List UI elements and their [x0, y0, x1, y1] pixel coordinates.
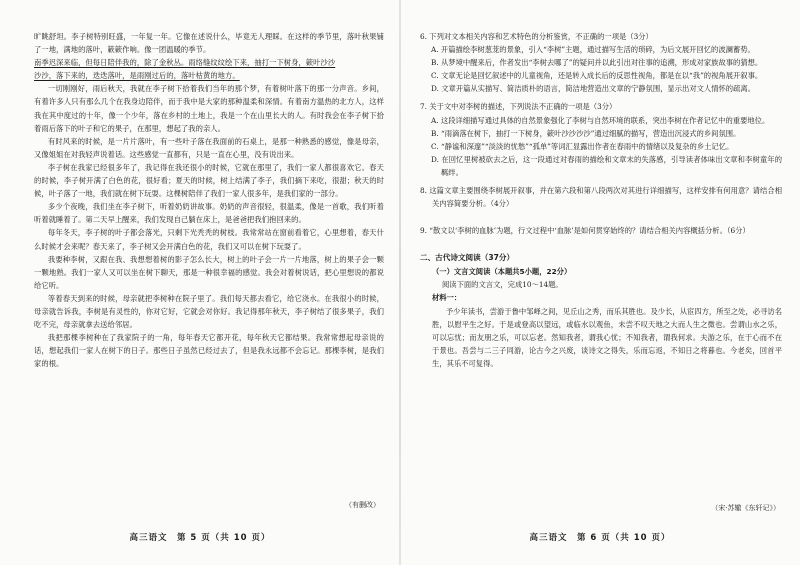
- question-8: 8. 这篇文章主要围绕李树展开叙事，并在第六段和第八段两次对其进行详细描写，这样安排有何用意？请结合相关内容简要分析。（4分）: [420, 186, 782, 209]
- passage-paragraph: 我要种李树，又跟在我、我想想着树的影子怎么长大，树上的叶子会一片一片地落，树上的果子会一颗一颗地熟。我们一家人又可以坐在树下聊天，那是一种很幸福的感觉。我会对着树说话，把心里想说的都说给它听。: [34, 254, 384, 290]
- question-7-option: C. “静谧和深邃”“淡淡的忧愁”“孤单”等词汇显露出作者在春雨中的情绪以及复杂的乡土记忆。: [431, 141, 734, 151]
- classical-passage: 予少年读书，尝游于鲁中邹峄之间，见丘山之秀，而乐其胜也。及少长，从宦四方，所至之处，必寻访名胜，以慰平生之好。于是或登高以望远，或临水以观鱼，未尝不叹天地之大而人生之微也。尝谓山水之乐，可以忘忧；而友朋之乐，可以忘老。然知我者，谓我心忧；不知我者，谓我何求。夫游之乐，在于心而不在于景也。吾尝与二三子同游，论古今之兴废，谈诗文之得失，乐而忘返，不知日之将暮也。今老矣，回首平生，其乐不可复得。: [432, 306, 782, 368]
- classical-source: （宋·苏辙《东轩记》）: [711, 504, 780, 512]
- passage-paragraph: 一切刚刚好，雨后秋天，我就在李子树下拾着我们当年的那个梦，有着树叶落下的那一分声音。乡间，有着许多人只有那么几个在我身边陪伴，而于我中是大家的那种温柔和深情。有着南方温热的北方人，这样我在其中度过的十年，像一个少年，落在乡村的土地上，我是一个在山里长大的人。有时我会在李子树下拾着雨后落下的叶子和它的果子，在那里，想起了我的亲人。: [34, 84, 384, 133]
- reading-instruction: 阅读下面的文言文，完成10～14题。: [442, 280, 563, 290]
- page-footer: 高三语文 第 5 页（共 10 页）: [129, 533, 271, 543]
- question-6-option: B. 从梦境中醒来后，作者发出“李树去哪了”的疑问并以此引出对往事的追溯，形成对家族故事的猜想。: [431, 58, 763, 68]
- passage-paragraph: 等着春天到来的时候，母亲就把李树种在院子里了。我们每天都去看它，给它浇水。在我很小的时候，母亲就告诉我，李树是有灵性的，你对它好，它就会对你好。我记得那年秋天，李子树结了很多果子，我们吃不完，母亲就拿去送给邻居。: [34, 293, 384, 330]
- page-footer: 高三语文 第 6 页（共 10 页）: [529, 533, 671, 543]
- underlined-line-2: 沙沙，落下来的，迭迭落叶，是雨刚过后的，落叶枯黄的地方。: [34, 71, 240, 81]
- question-7-stem: 7. 关于文中对李树的描述，下列说法不正确的一项是（3分）: [420, 102, 617, 112]
- question-6-option: A. 开篇描绘李树葱茏的景象，引入“李树”主题，通过描写生活的琐碎，为后文展开回忆的波澜蓄势。: [431, 45, 755, 55]
- passage-paragraph: 我把那棵李树种在了我家院子的一角，每年春天它都开花，每年秋天它都结果。我常常想起母亲说的话，想起我们一家人在树下的日子。那些日子虽然已经过去了，但是我永远都不会忘记。那棵李树，是我们家的根。: [34, 333, 384, 369]
- passage-paragraph: 多少个夜晚，我们坐在李子树下，听着奶奶讲故事。奶奶的声音很轻，很温柔，像是一首歌，我们听着听着就睡着了。第二天早上醒来，我们发现自己躺在床上，是爸爸把我们抱回来的。: [34, 202, 384, 225]
- question-6-option: C. 文章无论是回忆叙述中的儿童视角，还是转入成长后的反思性视角，都是在以“我”的视角展开叙事。: [431, 71, 763, 81]
- passage-source: （有删改）: [345, 501, 380, 509]
- material-label: 材料一：: [432, 293, 462, 303]
- passage-paragraph: 有时风来的时候，是一片片落叶，有一些叶子落在我面前的石桌上，是那一种熟悉的感觉，像是母亲，又像姐姐在对我轻声说着话。这些感觉一直都有，只是一直在心里，没有说出来。: [34, 136, 384, 159]
- question-7-option: B. “雨滴落在树下，抽打一下树身，簌叶沙沙沙沙”通过细腻的描写，营造出沉浸式的乡间氛围。: [431, 128, 741, 138]
- passage-paragraph: 每年冬天，李子树的叶子都会落光，只剩下光秃秃的树枝。我常常站在窗前看着它，心里想着，春天什么时候才会来呢？春天来了，李子树又会开满白色的花，我们又可以在树下玩耍了。: [34, 228, 384, 251]
- subsection-heading: （一）文言文阅读（本题共5小题，22分）: [432, 266, 572, 276]
- section-heading: 二、古代诗文阅读（37分）: [420, 253, 515, 263]
- underlined-line-1: 南季迟深来临，但每日陪伴我的，除了金秋丛。雨络缝纹纹绘下来，抽打一下树身，簌叶沙沙: [34, 58, 336, 68]
- passage-paragraph: 李子树在我家已经很多年了，我记得在我还很小的时候，它就在那里了，我们一家人都很喜欢它。春天的时候，李子树开满了白色的花，很好看；夏天的时候，树上结满了李子，我们摘下来吃，很甜；秋天的时候，叶子落了一地，我们就在树下玩耍。这棵树陪伴了我们一家人很多年，是我们家的一部分。: [34, 162, 384, 199]
- passage-intro: 旷眺舒坦。李子树特别旺盛，一年复一年。它像在述说什么，毕竟无人理睬。在这样的季节里，落叶秋果铺了一地，满地的落叶，簌簌作响。像一团温暖的季节。: [34, 32, 384, 55]
- question-7-option: A. 这段详细描写通过具体的自然景象强化了李树与自然环境的联系，突出李树在作者记忆中的重要地位。: [431, 115, 770, 125]
- question-7-option: D. 在回忆里树被砍去之后，这一段通过对春雨的描绘和文章末的失落感，引导读者体味出文章和李树童年的羁绊。: [431, 154, 782, 177]
- question-6-stem: 6. 下列对文本相关内容和艺术特色的分析鉴赏，不正确的一项是（3分）: [420, 32, 653, 41]
- page-6: [400, 0, 800, 565]
- passage-underlined: [34, 56, 384, 82]
- question-6-option: D. 文章开篇从实描写、简洁质朴的语言，简洁地营造出文章的宁静氛围，显示出对文人情怀的疏离。: [431, 84, 755, 94]
- question-9: 9. “散文以‘李树的血脉’为题，行文过程中‘血脉’是如何贯穿始终的？请结合相关内容概括分析。（6分）: [420, 226, 750, 236]
